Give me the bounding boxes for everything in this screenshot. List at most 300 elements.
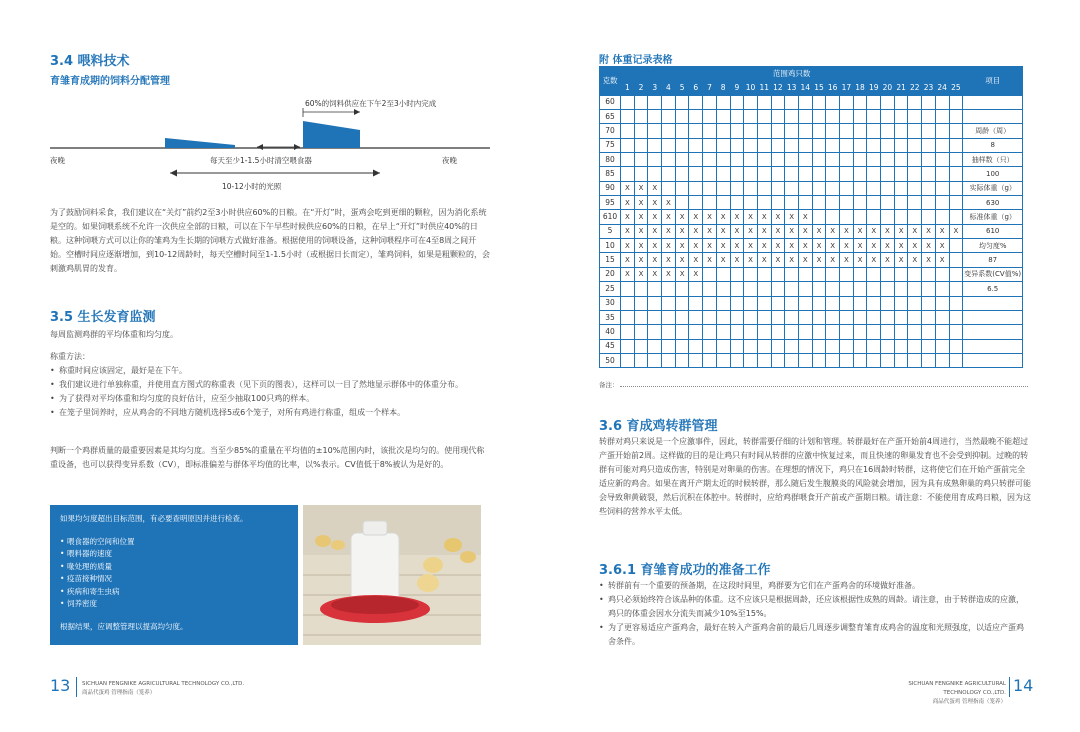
count-cell: [881, 267, 895, 281]
count-cell: [730, 267, 744, 281]
count-cell: [703, 310, 717, 324]
count-cell: X: [744, 239, 758, 253]
count-cell: [867, 310, 881, 324]
count-cell: [867, 196, 881, 210]
count-cell: [744, 196, 758, 210]
range-column-header: 7: [703, 81, 717, 95]
count-cell: [744, 325, 758, 339]
count-cell: [908, 353, 922, 367]
count-cell: [908, 167, 922, 181]
count-cell: [703, 124, 717, 138]
count-cell: [771, 325, 785, 339]
count-cell: [675, 124, 689, 138]
weight-cell: 65: [600, 110, 621, 124]
count-cell: [867, 153, 881, 167]
count-cell: [949, 196, 963, 210]
count-cell: [894, 353, 908, 367]
item-cell: 6.5: [963, 282, 1023, 296]
count-cell: [922, 325, 936, 339]
count-cell: X: [867, 253, 881, 267]
count-cell: [757, 339, 771, 353]
chick-feeder-photo: [303, 505, 481, 645]
footer-company: SICHUAN FENGNIKE AGRICULTURAL TECHNOLOGY CO.,LTD.: [908, 681, 1006, 696]
count-cell: [812, 296, 826, 310]
list-item: • 转群前有一个重要的预备期，在这段时间里，鸡群要为它们在产蛋鸡舍的环境做好准备。: [599, 579, 1031, 593]
range-column-header: 19: [867, 81, 881, 95]
count-cell: [730, 167, 744, 181]
count-cell: [744, 167, 758, 181]
count-cell: X: [648, 253, 662, 267]
list-item: • 喂食器的空间和位置: [60, 536, 288, 549]
count-cell: [703, 196, 717, 210]
weight-cell: 75: [600, 138, 621, 152]
list-item: • 为了更容易适应产蛋鸡舍，最好在转入产蛋鸡舍前的最后几周逐步调整育雏育成鸡舍的温度和光照强度，以适应产蛋鸡舍条件。: [599, 621, 1031, 649]
weight-cell: 15: [600, 253, 621, 267]
count-cell: [785, 110, 799, 124]
count-cell: [812, 110, 826, 124]
count-cell: X: [716, 239, 730, 253]
count-cell: X: [716, 253, 730, 267]
count-cell: X: [662, 196, 676, 210]
count-cell: [662, 153, 676, 167]
count-cell: [757, 138, 771, 152]
count-cell: [922, 153, 936, 167]
count-cell: X: [730, 239, 744, 253]
count-cell: X: [621, 196, 635, 210]
count-cell: [798, 325, 812, 339]
count-cell: X: [730, 210, 744, 224]
count-cell: X: [881, 239, 895, 253]
count-cell: [894, 167, 908, 181]
table-row: [600, 239, 1023, 253]
count-cell: [935, 282, 949, 296]
count-cell: [662, 124, 676, 138]
count-cell: [771, 138, 785, 152]
item-cell: 87: [963, 253, 1023, 267]
count-cell: [894, 296, 908, 310]
count-cell: [757, 296, 771, 310]
count-cell: X: [785, 253, 799, 267]
count-cell: [908, 282, 922, 296]
count-cell: [881, 296, 895, 310]
count-cell: X: [908, 239, 922, 253]
count-cell: [771, 124, 785, 138]
monitoring-intro: 每周监测鸡群的平均体重和均匀度。: [50, 330, 178, 339]
item-cell: [963, 325, 1023, 339]
count-cell: [744, 124, 758, 138]
count-cell: [744, 339, 758, 353]
count-cell: [689, 353, 703, 367]
count-cell: X: [634, 253, 648, 267]
page-number-right: 14: [1013, 676, 1034, 695]
count-cell: [662, 110, 676, 124]
item-cell: 630: [963, 196, 1023, 210]
count-cell: [648, 325, 662, 339]
count-cell: [771, 181, 785, 195]
count-cell: [935, 310, 949, 324]
count-cell: [675, 196, 689, 210]
count-cell: X: [662, 239, 676, 253]
count-cell: X: [894, 224, 908, 238]
weight-cell: 25: [600, 282, 621, 296]
count-cell: X: [894, 239, 908, 253]
count-cell: [853, 353, 867, 367]
count-cell: [949, 95, 963, 109]
count-cell: [771, 110, 785, 124]
count-cell: [744, 282, 758, 296]
count-cell: [771, 153, 785, 167]
item-column-header: 项目: [963, 67, 1023, 96]
count-cell: [949, 239, 963, 253]
count-cell: [922, 181, 936, 195]
count-cell: X: [785, 224, 799, 238]
count-cell: X: [867, 224, 881, 238]
count-cell: [785, 339, 799, 353]
count-cell: [798, 310, 812, 324]
morning-feed-wedge: [165, 138, 235, 148]
weight-cell: 5: [600, 224, 621, 238]
table-row: [600, 181, 1023, 195]
range-column-header: 20: [881, 81, 895, 95]
count-cell: [785, 153, 799, 167]
count-cell: X: [648, 224, 662, 238]
weight-column-header: 克数: [600, 67, 621, 96]
count-cell: [648, 353, 662, 367]
count-cell: X: [621, 224, 635, 238]
item-cell: 100: [963, 167, 1023, 181]
count-cell: [812, 325, 826, 339]
count-cell: [771, 353, 785, 367]
table-row: [600, 282, 1023, 296]
count-cell: [744, 95, 758, 109]
count-cell: [826, 296, 840, 310]
count-cell: [935, 110, 949, 124]
range-column-header: 6: [689, 81, 703, 95]
count-cell: [785, 296, 799, 310]
list-item: • 在笼子里饲养时，应从鸡舍的不同地方随机选择5或6个笼子，对所有鸡进行称重，组成一个样本。: [50, 406, 490, 420]
count-cell: [826, 210, 840, 224]
count-cell: [634, 167, 648, 181]
range-column-header: 18: [853, 81, 867, 95]
range-column-header: 13: [785, 81, 799, 95]
count-cell: [949, 353, 963, 367]
count-cell: [689, 296, 703, 310]
count-cell: [826, 282, 840, 296]
count-cell: [867, 124, 881, 138]
count-cell: [812, 210, 826, 224]
count-cell: [908, 181, 922, 195]
count-cell: [703, 153, 717, 167]
count-cell: X: [634, 239, 648, 253]
count-cell: X: [757, 239, 771, 253]
count-cell: [867, 210, 881, 224]
count-cell: [935, 353, 949, 367]
list-item: • 喂料器的速度: [60, 548, 288, 561]
count-cell: [689, 138, 703, 152]
count-cell: [840, 339, 854, 353]
count-cell: [812, 181, 826, 195]
count-cell: [703, 339, 717, 353]
count-cell: [853, 181, 867, 195]
count-cell: [730, 353, 744, 367]
item-cell: [963, 339, 1023, 353]
section-title-monitoring: 3.5 生长发育监测: [50, 310, 156, 325]
count-cell: [949, 181, 963, 195]
count-cell: [757, 110, 771, 124]
count-cell: [867, 282, 881, 296]
count-cell: [853, 110, 867, 124]
count-cell: [908, 210, 922, 224]
count-cell: X: [621, 253, 635, 267]
count-cell: X: [689, 239, 703, 253]
footer-text: [82, 680, 244, 698]
count-cell: [935, 181, 949, 195]
count-cell: X: [634, 181, 648, 195]
count-cell: [689, 310, 703, 324]
item-cell: 变异系数(CV值%): [963, 267, 1023, 281]
count-cell: [730, 282, 744, 296]
range-column-header: 11: [757, 81, 771, 95]
table-row: [600, 167, 1023, 181]
count-cell: [798, 95, 812, 109]
count-cell: X: [771, 210, 785, 224]
count-cell: [730, 95, 744, 109]
count-cell: [908, 325, 922, 339]
count-cell: [689, 167, 703, 181]
count-cell: [634, 153, 648, 167]
item-cell: 8: [963, 138, 1023, 152]
count-cell: [675, 167, 689, 181]
count-cell: [621, 353, 635, 367]
count-cell: [716, 267, 730, 281]
chick-feeder-illustration: [303, 505, 481, 645]
footer-company: SICHUAN FENGNIKE AGRICULTURAL TECHNOLOGY CO.,LTD.: [82, 681, 245, 687]
count-cell: [840, 325, 854, 339]
item-cell: 标准体重（g）: [963, 210, 1023, 224]
count-cell: [812, 310, 826, 324]
count-cell: X: [853, 239, 867, 253]
count-cell: [757, 353, 771, 367]
range-column-header: 9: [730, 81, 744, 95]
count-cell: [689, 196, 703, 210]
count-cell: [757, 167, 771, 181]
count-cell: [662, 296, 676, 310]
count-cell: [716, 110, 730, 124]
item-cell: [963, 353, 1023, 367]
count-cell: [840, 153, 854, 167]
count-cell: [675, 353, 689, 367]
count-cell: [798, 167, 812, 181]
count-cell: [675, 325, 689, 339]
feeding-subtitle: 育雏育成期的饲料分配管理: [50, 76, 170, 87]
count-cell: [867, 181, 881, 195]
count-cell: [648, 167, 662, 181]
table-row: [600, 153, 1023, 167]
count-cell: [757, 124, 771, 138]
count-cell: [881, 353, 895, 367]
count-cell: [949, 124, 963, 138]
count-cell: [908, 138, 922, 152]
count-cell: [798, 196, 812, 210]
count-cell: [648, 110, 662, 124]
count-cell: [730, 196, 744, 210]
diagram-top-label: 60%的饲料供应在下午2至3小时内完成: [305, 99, 437, 108]
count-cell: [867, 110, 881, 124]
count-cell: [922, 296, 936, 310]
range-count-header: 范围鸡只数: [621, 67, 963, 81]
count-cell: [935, 267, 949, 281]
count-cell: [894, 181, 908, 195]
count-cell: [812, 153, 826, 167]
count-cell: [675, 296, 689, 310]
range-column-header: 15: [812, 81, 826, 95]
count-cell: X: [744, 210, 758, 224]
count-cell: X: [675, 239, 689, 253]
count-cell: [894, 153, 908, 167]
count-cell: [621, 167, 635, 181]
count-cell: [949, 310, 963, 324]
count-cell: [785, 167, 799, 181]
count-cell: [840, 310, 854, 324]
weight-cell: 90: [600, 181, 621, 195]
count-cell: [922, 282, 936, 296]
count-cell: [840, 110, 854, 124]
count-cell: [662, 353, 676, 367]
count-cell: [716, 124, 730, 138]
count-cell: [894, 110, 908, 124]
weight-cell: 10: [600, 239, 621, 253]
count-cell: X: [785, 239, 799, 253]
count-cell: [840, 124, 854, 138]
count-cell: X: [949, 224, 963, 238]
count-cell: [785, 95, 799, 109]
footer-text-right: [870, 680, 1006, 707]
count-cell: X: [826, 224, 840, 238]
count-cell: X: [922, 253, 936, 267]
count-cell: [908, 196, 922, 210]
count-cell: [949, 167, 963, 181]
count-cell: [894, 339, 908, 353]
count-cell: [826, 153, 840, 167]
count-cell: X: [689, 210, 703, 224]
count-cell: [949, 282, 963, 296]
count-cell: [785, 196, 799, 210]
range-column-header: 17: [840, 81, 854, 95]
count-cell: [881, 181, 895, 195]
table-row: [600, 267, 1023, 281]
count-cell: X: [648, 267, 662, 281]
count-cell: [716, 196, 730, 210]
count-cell: [634, 138, 648, 152]
feeding-diagram: [50, 95, 490, 195]
count-cell: X: [908, 253, 922, 267]
count-cell: [826, 124, 840, 138]
count-cell: [812, 267, 826, 281]
footer-divider: [76, 677, 77, 697]
count-cell: [798, 267, 812, 281]
count-cell: [867, 339, 881, 353]
count-cell: [675, 181, 689, 195]
count-cell: [949, 325, 963, 339]
count-cell: [621, 296, 635, 310]
count-cell: [812, 339, 826, 353]
count-cell: [922, 310, 936, 324]
count-cell: [840, 210, 854, 224]
count-cell: [716, 138, 730, 152]
count-cell: X: [798, 253, 812, 267]
count-cell: [662, 339, 676, 353]
count-cell: [703, 296, 717, 310]
count-cell: X: [621, 181, 635, 195]
count-cell: [648, 95, 662, 109]
count-cell: [894, 325, 908, 339]
count-cell: [935, 167, 949, 181]
count-cell: X: [908, 224, 922, 238]
count-cell: [785, 124, 799, 138]
count-cell: [853, 196, 867, 210]
table-row: [600, 196, 1023, 210]
count-cell: [935, 296, 949, 310]
count-cell: [922, 167, 936, 181]
count-cell: X: [675, 224, 689, 238]
count-cell: [744, 138, 758, 152]
count-cell: [634, 310, 648, 324]
count-cell: [853, 310, 867, 324]
count-cell: [826, 167, 840, 181]
count-cell: X: [812, 253, 826, 267]
count-cell: [798, 339, 812, 353]
weight-cell: 30: [600, 296, 621, 310]
count-cell: X: [744, 253, 758, 267]
item-cell: 周龄（周）: [963, 124, 1023, 138]
table-row: [600, 124, 1023, 138]
count-cell: [634, 339, 648, 353]
uniformity-paragraph: 判断一个鸡群质量的最重要因素是其均匀度。当至少85%的重量在平均值的±10%范围内时，该批次是均匀的。使用现代称重设备，也可以获得变异系数（CV），即标准偏差与群体平均值的比率，以%表示。CV值低于8%被认为是好的。: [50, 446, 485, 469]
count-cell: [894, 267, 908, 281]
count-cell: [675, 138, 689, 152]
count-cell: [840, 95, 854, 109]
count-cell: [634, 124, 648, 138]
item-cell: [963, 110, 1023, 124]
count-cell: [716, 339, 730, 353]
count-cell: [798, 181, 812, 195]
item-cell: 抽样数（只）: [963, 153, 1023, 167]
count-cell: [840, 196, 854, 210]
count-cell: [949, 153, 963, 167]
table-row: [600, 138, 1023, 152]
count-cell: [894, 138, 908, 152]
count-cell: [744, 110, 758, 124]
count-cell: X: [716, 224, 730, 238]
count-cell: X: [935, 253, 949, 267]
uniformity-check-box: [50, 505, 298, 645]
count-cell: [662, 95, 676, 109]
count-cell: X: [881, 224, 895, 238]
count-cell: [689, 339, 703, 353]
count-cell: [881, 196, 895, 210]
footer-guide: 商品代蛋鸡 管理指南（笼养）: [82, 690, 156, 696]
count-cell: X: [757, 224, 771, 238]
count-cell: [689, 282, 703, 296]
count-cell: [675, 310, 689, 324]
count-cell: [853, 339, 867, 353]
count-cell: [771, 296, 785, 310]
count-cell: [935, 325, 949, 339]
count-cell: [908, 95, 922, 109]
count-cell: [922, 210, 936, 224]
count-cell: [894, 282, 908, 296]
count-cell: [703, 138, 717, 152]
